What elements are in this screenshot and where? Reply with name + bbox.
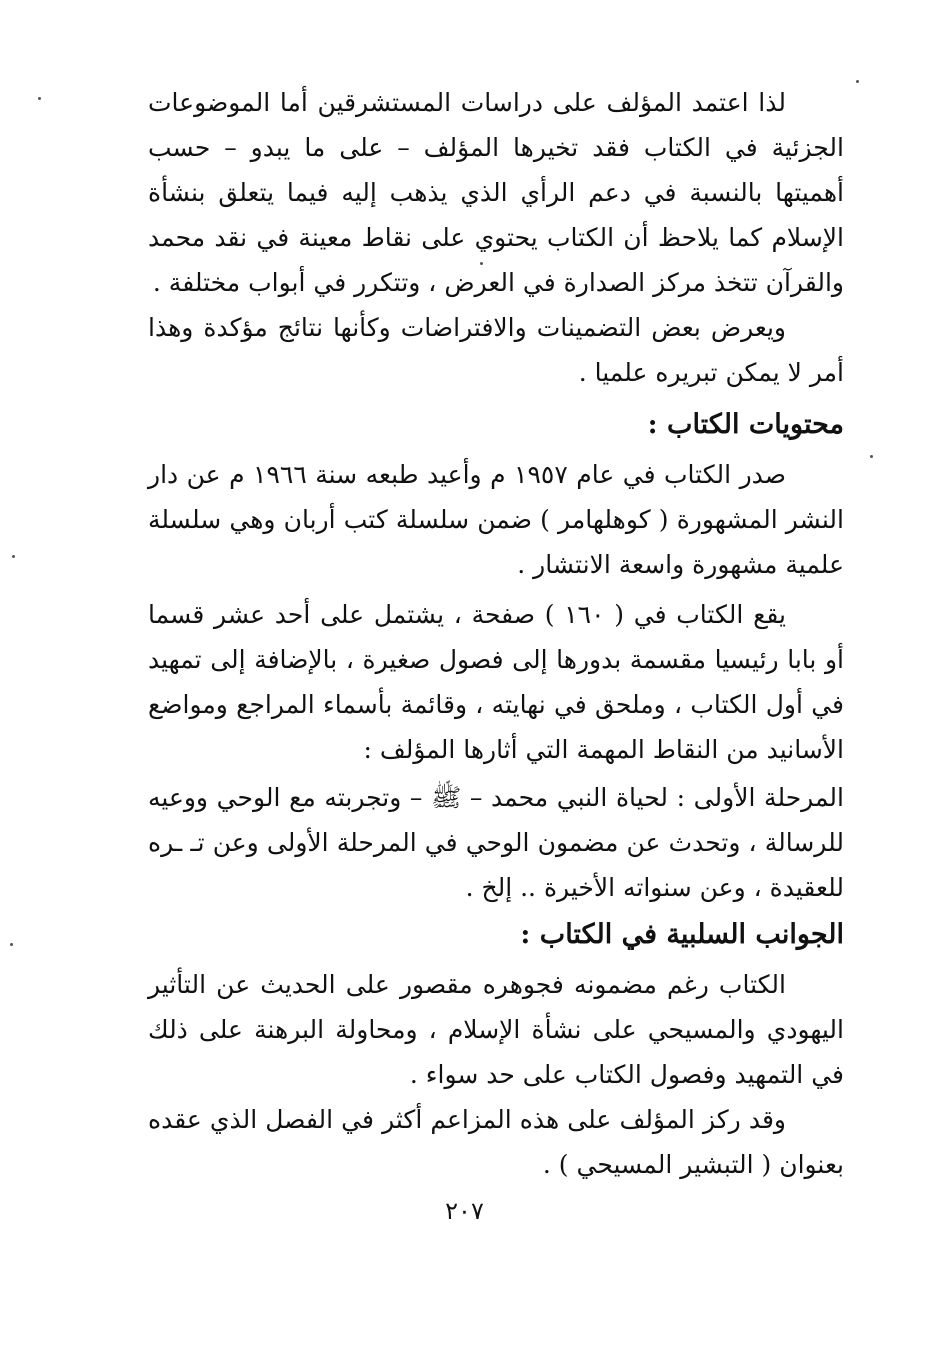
- scan-speck: [870, 455, 873, 458]
- scan-speck: [10, 943, 13, 946]
- heading-book-contents: محتويات الكتاب :: [647, 409, 844, 440]
- paragraph-missionary: وقد ركز المؤلف على هذه المزاعم أكثر في الفصل الذي عقده بعنوان ( التبشير المسيحي ) .: [148, 1105, 844, 1179]
- scan-speck: [480, 262, 483, 265]
- paragraph-first-phase: المرحلة الأولى : لحياة النبي محمد – ﷺ – وتجربته مع الوحي ووعيه للرسالة ، وتحدث عن مضمون الوحي في المرحلة الأولى وعن تـ ـره للعقيدة ، وعن سنواته الأخيرة .. إلخ .: [148, 783, 844, 902]
- paragraph-influence: الكتاب رغم مضمونه فجوهره مقصور على الحديث عن التأثير اليهودي والمسيحي على نشأة الإسلام ، ومحاولة البرهنة على ذلك في التمهيد وفصول الكتاب على حد سواء .: [148, 970, 844, 1089]
- scan-speck: [38, 97, 41, 100]
- paragraph-book-structure: يقع الكتاب في ( ١٦٠ ) صفحة ، يشتمل على أحد عشر قسما أو بابا رئيسيا مقسمة بدورها إلى فصول صغيرة ، بالإضافة إلى تمهيد في أول الكتاب ، وملحق في نهايته ، وقائمة بأسماء المراجع ومواضع الأسانيد من النقاط المهمة التي أثارها المؤلف :: [148, 600, 844, 764]
- paragraph-methodology: لذا اعتمد المؤلف على دراسات المستشرقين أما الموضوعات الجزئية في الكتاب فقد تخيرها المؤلف – على ما يبدو – حسب أهميتها بالنسبة في دعم الرأي الذي يذهب إليه فيما يتعلق بنشأة الإسلام كما يلاحظ أن الكتاب يحتوي على نقاط معينة في نقد محمد والقرآن تتخذ مركز الصدارة في العرض ، وتتكرر في أبواب مختلفة .: [148, 88, 844, 297]
- scan-speck: [12, 555, 15, 558]
- scan-speck: [856, 80, 859, 83]
- heading-negative-aspects: الجوانب السلبية في الكتاب :: [520, 919, 844, 950]
- paragraph-publication: صدر الكتاب في عام ١٩٥٧ م وأعيد طبعه سنة ١٩٦٦ م عن دار النشر المشهورة ( كوهلهامر ) ضمن سلسلة كتب أربان وهي سلسلة علمية مشهورة واسعة الانتشار .: [148, 460, 844, 579]
- paragraph-assumptions: ويعرض بعض التضمينات والافتراضات وكأنها نتائج مؤكدة وهذا أمر لا يمكن تبريره علميا .: [148, 313, 844, 387]
- page-number: ٢٠٧: [445, 1197, 484, 1225]
